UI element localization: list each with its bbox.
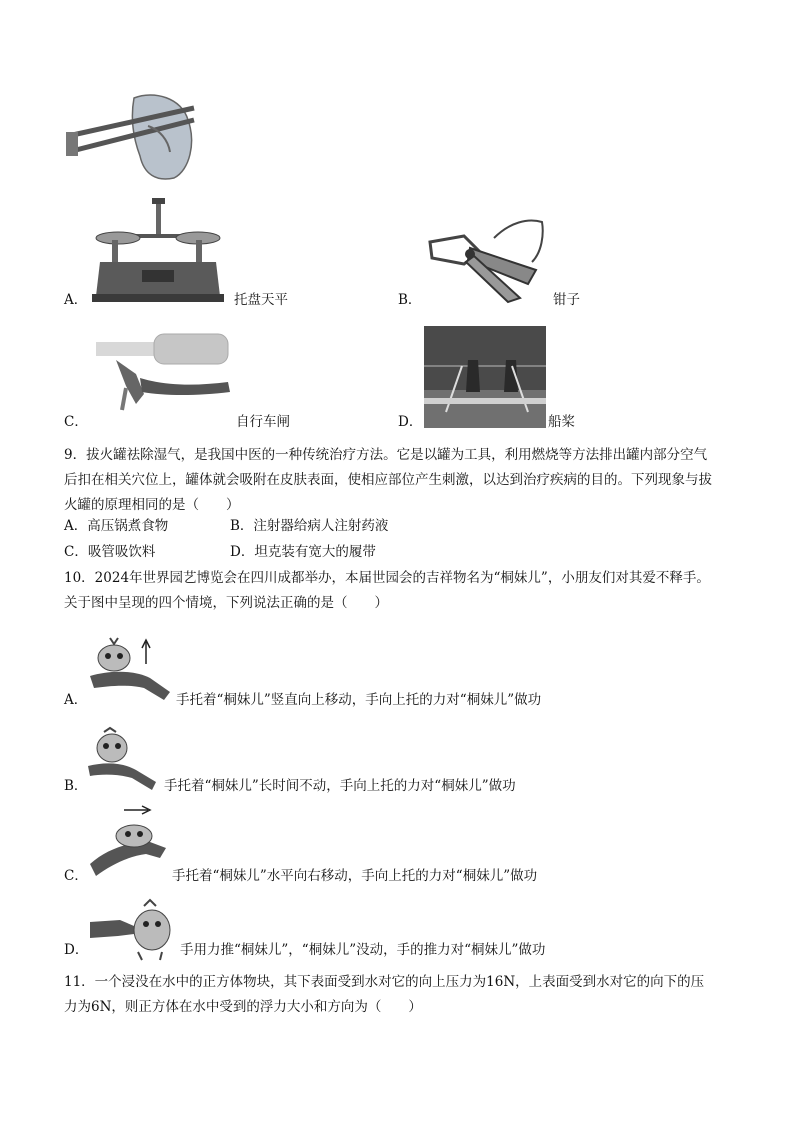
option-letter: D． [64,942,89,958]
question-text-line: 关于图中呈现的四个情境，下列说法正确的是（ ） [64,595,388,611]
option-letter: B． [64,778,88,794]
mascot-pushed-image [90,896,178,962]
question-text-line: 9．拔火罐祛除湿气，是我国中医的一种传统治疗方法。它是以罐为工具，利用燃烧等方法排出罐内部分空气 [64,447,708,463]
mascot-lifted-up-image [90,626,172,704]
chopsticks-hand-image [64,90,200,180]
option-letter: A． [64,692,88,708]
q9-option-c: C．吸管吸饮料 [64,544,156,560]
question-text-line: 10．2024年世界园艺博览会在四川成都举办，本届世园会的吉祥物名为“桐妹儿”，小朋友们对其爱不释手。 [64,570,710,586]
question-text-line: 力为6N，则正方体在水中受到的浮力大小和方向为（ ） [64,999,422,1015]
q9-option-d: D．坦克装有宽大的履带 [230,544,376,560]
pliers-image [424,212,548,304]
q9-option-a: A．高压锅煮食物 [64,518,169,534]
question-text-line: 11．一个浸没在水中的正方体物块，其下表面受到水对它的向上压力为16N，上表面受到水对它的向下的压 [64,974,705,990]
option-letter: D． [398,414,423,430]
question-10-stem [64,566,744,616]
option-caption: 托盘天平 [234,292,288,308]
balance-scale-image [92,196,224,304]
q10-option-a-text: 手托着“桐妹儿”竖直向上移动，手向上托的力对“桐妹儿”做功 [176,692,542,708]
option-letter: C． [64,414,88,430]
option-letter: B． [398,292,422,308]
mascot-held-still-image [88,726,158,792]
question-11-stem [64,970,744,1020]
q10-option-b-text: 手托着“桐妹儿”长时间不动，手向上托的力对“桐妹儿”做功 [164,778,516,794]
question-text-line: 后扣在相关穴位上，罐体就会吸附在皮肤表面，使相应部位产生刺激，以达到治疗疾病的目的。下列现象与拔 [64,472,712,488]
question-9-stem [64,443,744,518]
option-caption: 自行车闸 [236,414,290,430]
option-caption: 船桨 [548,414,575,430]
question-text-line: 火罐的原理相同的是（ ） [64,497,240,513]
bicycle-brake-image [96,330,236,420]
q9-option-b: B．注射器给病人注射药液 [230,518,389,534]
rowing-boat-image [424,326,546,428]
option-letter: C． [64,868,88,884]
option-letter: A． [64,292,88,308]
q10-option-c-text: 手托着“桐妹儿”水平向右移动，手向上托的力对“桐妹儿”做功 [172,868,538,884]
mascot-moved-right-image [90,802,168,880]
q10-option-d-text: 手用力推“桐妹儿”，“桐妹儿”没动，手的推力对“桐妹儿”做功 [180,942,546,958]
option-caption: 钳子 [553,292,580,308]
